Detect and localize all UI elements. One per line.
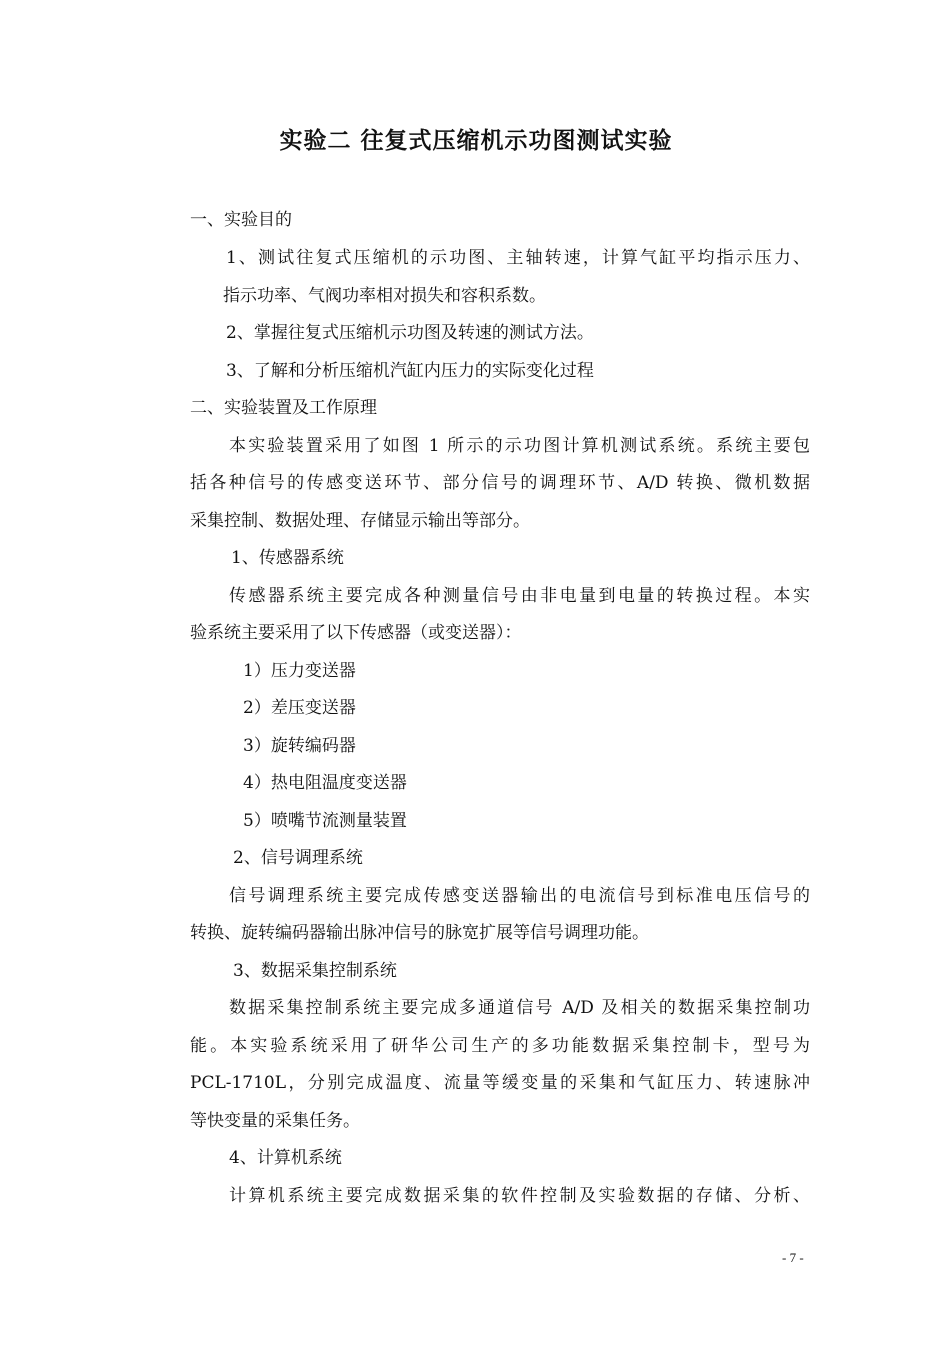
paragraph-line: 指示功率、气阀功率相对损失和容积系数。	[223, 286, 546, 306]
paragraph-line: PCL-1710L，分别完成温度、流量等缓变量的采集和气缸压力、转速脉冲	[190, 1073, 810, 1093]
paragraph-line: 本实验装置采用了如图 1 所示的示功图计算机测试系统。系统主要包	[229, 436, 810, 456]
list-item: 1）压力变送器	[243, 661, 356, 681]
paragraph-line: 采集控制、数据处理、存储显示输出等部分。	[190, 511, 530, 531]
list-item: 5）喷嘴节流测量装置	[243, 811, 407, 831]
list-item: 4）热电阻温度变送器	[243, 773, 407, 793]
paragraph-line: 等快变量的采集任务。	[190, 1111, 360, 1131]
paragraph-line: 传感器系统主要完成各种测量信号由非电量到电量的转换过程。本实	[229, 586, 810, 606]
section-heading-purpose: 一、实验目的	[190, 210, 292, 230]
paragraph-line: 计算机系统主要完成数据采集的软件控制及实验数据的存储、分析、	[229, 1186, 810, 1206]
paragraph-line: 数据采集控制系统主要完成多通道信号 A/D 及相关的数据采集控制功	[229, 998, 810, 1018]
section-heading-apparatus: 二、实验装置及工作原理	[190, 398, 377, 418]
list-item: 3）旋转编码器	[243, 736, 356, 756]
list-item: 2、掌握往复式压缩机示功图及转速的测试方法。	[226, 323, 594, 343]
paragraph-line: 验系统主要采用了以下传感器（或变送器）：	[190, 623, 522, 643]
paragraph-line: 1、测试往复式压缩机的示功图、主轴转速，计算气缸平均指示压力、	[226, 248, 810, 268]
list-item: 3、了解和分析压缩机汽缸内压力的实际变化过程	[226, 361, 594, 381]
document-title: 实验二 往复式压缩机示功图测试实验	[279, 127, 673, 154]
paragraph-line: 能。本实验系统采用了研华公司生产的多功能数据采集控制卡，型号为	[190, 1036, 810, 1056]
subsection-heading: 2、信号调理系统	[233, 848, 363, 868]
paragraph-line: 括各种信号的传感变送环节、部分信号的调理环节、A/D 转换、微机数据	[190, 473, 810, 493]
subsection-heading: 4、计算机系统	[229, 1148, 342, 1168]
subsection-heading: 3、数据采集控制系统	[233, 961, 397, 981]
list-item: 2）差压变送器	[243, 698, 356, 718]
subsection-heading: 1、传感器系统	[231, 548, 344, 568]
paragraph-line: 转换、旋转编码器输出脉冲信号的脉宽扩展等信号调理功能。	[190, 923, 649, 943]
paragraph-line: 信号调理系统主要完成传感变送器输出的电流信号到标准电压信号的	[229, 886, 810, 906]
page-number: - 7 -	[782, 1250, 804, 1265]
